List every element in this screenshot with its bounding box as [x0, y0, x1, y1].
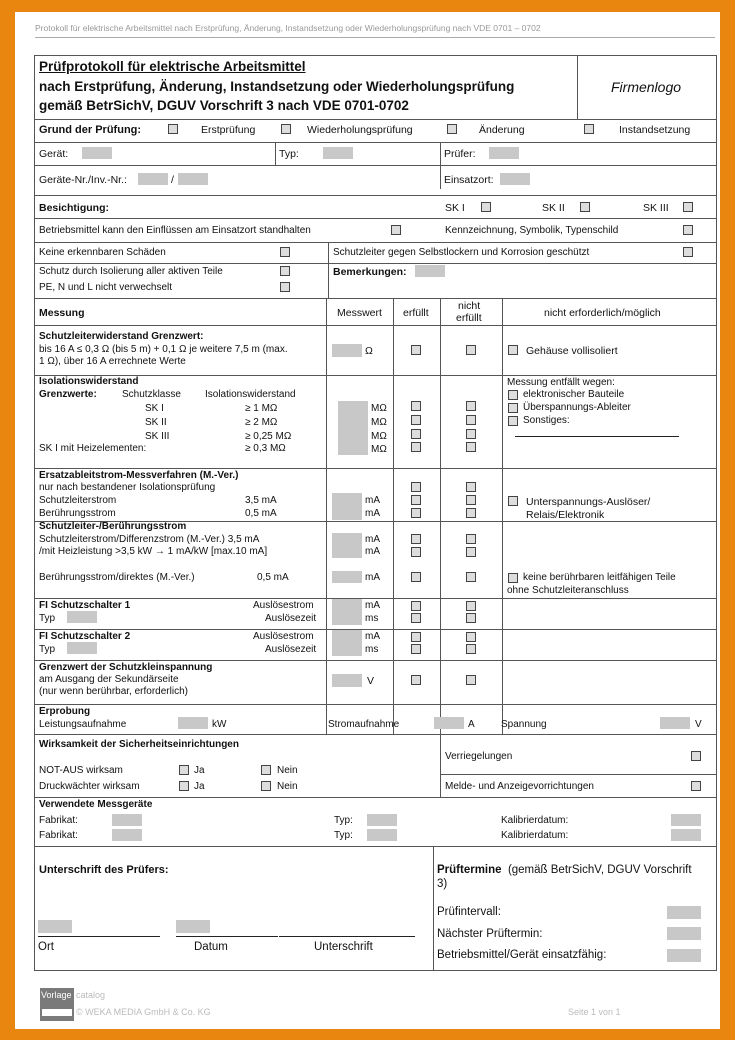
- keine-beruehrbaren-label-2: ohne Schutzleiteranschluss: [507, 585, 629, 596]
- druckwaechter-ja-label: Ja: [194, 781, 205, 792]
- fi1-unit-1: mA: [365, 600, 380, 611]
- unterschrift-label: Unterschrift: [314, 941, 373, 953]
- messung-header: Messung: [39, 307, 85, 319]
- title-line-1: Prüfprotokoll für elektrische Arbeitsmittel: [39, 59, 306, 74]
- pruefer-label: Prüfer:: [444, 148, 476, 160]
- slw-title: Schutzleiterwiderstand Grenzwert:: [39, 331, 204, 342]
- checkbox-unterspannungs-ausloeser[interactable]: [508, 496, 518, 506]
- messgeraet-typ-field-1[interactable]: [367, 814, 397, 826]
- fabrikat-field-1[interactable]: [112, 814, 142, 826]
- leistungsaufnahme-field[interactable]: [178, 717, 208, 729]
- bs-line-3: Berührungsstrom/direktes (M.-Ver.): [39, 572, 195, 583]
- ort-field[interactable]: [38, 920, 72, 933]
- bs-nicht-erfuellt-3[interactable]: [466, 572, 476, 582]
- fi2-unit-1: mA: [365, 631, 380, 642]
- bs-line-3-value: 0,5 mA: [257, 572, 289, 583]
- page-number: Seite 1 von 1: [568, 1007, 621, 1017]
- geraet-label: Gerät:: [39, 148, 69, 160]
- iso-sk3-value: ≥ 0,25 MΩ: [245, 431, 292, 442]
- fi2-title: FI Schutzschalter 2: [39, 631, 131, 642]
- iso-unit-2: MΩ: [371, 417, 387, 428]
- datum-field[interactable]: [176, 920, 210, 933]
- messgeraete-title: Verwendete Messgeräte: [39, 799, 153, 810]
- fi1-typ-field[interactable]: [67, 611, 97, 623]
- option-instandsetzung: Instandsetzung: [619, 124, 691, 136]
- slw-nicht-erfuellt-checkbox[interactable]: [466, 345, 476, 355]
- ers-erfuellt-1[interactable]: [411, 482, 421, 492]
- sk2-label: SK II: [542, 202, 565, 214]
- ers-nicht-erfuellt-1[interactable]: [466, 482, 476, 492]
- ers-line-1: nur nach bestandener Isolationsprüfung: [39, 482, 216, 493]
- ers-nicht-erfuellt-3[interactable]: [466, 508, 476, 518]
- geraete-nr-label: Geräte-Nr./Inv.-Nr.:: [39, 174, 127, 186]
- option-aenderung: Änderung: [479, 124, 525, 136]
- skl-line-1: am Ausgang der Sekundärseite: [39, 674, 179, 685]
- iso-unit-4: MΩ: [371, 444, 387, 455]
- druckwaechter-nein-checkbox[interactable]: [261, 781, 271, 791]
- unterspannungs-label-2: Relais/Elektronik: [526, 509, 605, 521]
- ort-label: Ort: [38, 941, 54, 953]
- bs-unit-3: mA: [365, 572, 380, 583]
- ers-row1: Schutzleiterstrom: [39, 495, 117, 506]
- ers-unit-1: mA: [365, 495, 380, 506]
- slw-value-field[interactable]: [332, 344, 362, 357]
- protocol-page: [15, 12, 720, 1029]
- iso-title: Isolationswiderstand: [39, 376, 139, 387]
- header-rule: [35, 37, 715, 38]
- stromaufnahme-unit: A: [468, 719, 475, 730]
- checkbox-row2-right[interactable]: [683, 247, 693, 257]
- geraet-field[interactable]: [82, 147, 112, 159]
- ers-row2-value: 0,5 mA: [245, 508, 277, 519]
- fi1-erfuellt-2[interactable]: [411, 613, 421, 623]
- iso-unit-1: MΩ: [371, 403, 387, 414]
- druckwaechter-ja-checkbox[interactable]: [179, 781, 189, 791]
- bs-unit-2: mA: [365, 546, 380, 557]
- unterschrift-title: Unterschrift des Prüfers:: [39, 864, 169, 876]
- spannung-label: Spannung: [501, 719, 547, 730]
- fi2-nicht-erfuellt-1[interactable]: [466, 632, 476, 642]
- sk1-label: SK I: [445, 202, 465, 214]
- iso-unit-3: MΩ: [371, 431, 387, 442]
- fi1-typ-label: Typ: [39, 613, 56, 624]
- checkbox-elektronische-bauteile[interactable]: [508, 390, 518, 400]
- not-aus-ja-checkbox[interactable]: [179, 765, 189, 775]
- sonstiges-line[interactable]: [515, 436, 679, 437]
- slw-line-2: 1 Ω), über 16 A errechnete Werte: [39, 356, 186, 367]
- bs-value-field-1[interactable]: [332, 533, 362, 558]
- elektronische-bauteile-label: elektronischer Bauteile: [523, 389, 625, 400]
- slw-erfuellt-checkbox[interactable]: [411, 345, 421, 355]
- ueberspannungs-ableiter-label: Überspannungs-Ableiter: [523, 402, 631, 413]
- skl-value-field[interactable]: [332, 674, 362, 687]
- checkbox-instandsetzung[interactable]: [584, 124, 594, 134]
- bs-value-field-2[interactable]: [332, 571, 362, 583]
- fi1-value-field[interactable]: [332, 599, 362, 625]
- prueftermine-sub-2: 3): [437, 878, 448, 890]
- checkbox-ueberspannungs-ableiter[interactable]: [508, 403, 518, 413]
- bs-erfuellt-2[interactable]: [411, 547, 421, 557]
- title-line-3: gemäß BetrSichV, DGUV Vorschrift 3 nach VDE 0701-0702: [39, 98, 409, 113]
- ers-value-field[interactable]: [332, 493, 362, 520]
- fi2-unit-2: ms: [365, 644, 379, 655]
- not-aus-label: NOT-AUS wirksam: [39, 765, 123, 776]
- skl-nicht-erfuellt-checkbox[interactable]: [466, 675, 476, 685]
- ers-erfuellt-3[interactable]: [411, 508, 421, 518]
- pruefer-field[interactable]: [489, 147, 519, 159]
- bemerkungen-field[interactable]: [415, 265, 445, 277]
- fi2-value-field[interactable]: [332, 630, 362, 656]
- fi2-typ-label: Typ: [39, 644, 56, 655]
- checkbox-row3b[interactable]: [280, 282, 290, 292]
- besichtigung-row3a: Schutz durch Isolierung aller aktiven Teile: [39, 266, 223, 277]
- gehaeuse-checkbox[interactable]: [508, 345, 518, 355]
- messwert-header: Messwert: [337, 307, 382, 319]
- bs-line-1: Schutzleiterstrom/Differenzstrom (M.-Ver.) 3,5 mA: [39, 534, 260, 545]
- prueftermine-title: Prüftermine: [437, 864, 502, 876]
- bs-nicht-erfuellt-1[interactable]: [466, 534, 476, 544]
- checkbox-row3a[interactable]: [280, 266, 290, 276]
- checkbox-sk1[interactable]: [481, 202, 491, 212]
- iso-erfuellt-4[interactable]: [411, 442, 421, 452]
- einsatzfaehig-label: Betriebsmittel/Gerät einsatzfähig:: [437, 949, 607, 961]
- unterschrift-line[interactable]: [279, 936, 415, 937]
- kalibrierdatum-field-1[interactable]: [671, 814, 701, 826]
- iso-head-widerstand: Isolationswiderstand: [205, 389, 296, 400]
- iso-grenzwerte: Grenzwerte:: [39, 389, 97, 400]
- fi1-ausloesestrom: Auslösestrom: [253, 600, 314, 611]
- fi2-nicht-erfuellt-2[interactable]: [466, 644, 476, 654]
- besichtigung-label: Besichtigung:: [39, 202, 109, 214]
- nicht-erforderlich-header: nicht erforderlich/möglich: [544, 307, 661, 319]
- checkbox-row1-right[interactable]: [683, 225, 693, 235]
- geraete-nr-field[interactable]: [138, 173, 168, 185]
- slw-line-1: bis 16 A ≤ 0,3 Ω (bis 5 m) + 0,1 Ω je weitere 7,5 m (max.: [39, 344, 288, 355]
- checkbox-sonstiges[interactable]: [508, 416, 518, 426]
- checkbox-keine-beruehrbaren-teile[interactable]: [508, 573, 518, 583]
- prueftermine-sub-1: (gemäß BetrSichV, DGUV Vorschrift: [507, 864, 692, 876]
- checkbox-wiederholungspruefung[interactable]: [281, 124, 291, 134]
- iso-head-sk: Schutzklasse: [122, 389, 181, 400]
- iso-sk3: SK III: [145, 431, 170, 442]
- vorlage-logo: [40, 988, 74, 1021]
- ers-row2: Berührungsstrom: [39, 508, 116, 519]
- besichtigung-row2-right: Schutzleiter gegen Selbstlockern und Korrosion geschützt: [333, 247, 590, 258]
- iso-sk1-heiz: SK I mit Heizelementen:: [39, 443, 147, 454]
- company-logo-placeholder: Firmenlogo: [611, 79, 682, 95]
- datum-label: Datum: [194, 941, 228, 953]
- messgeraet-typ-label-1: Typ:: [334, 815, 353, 826]
- header-line: Protokoll für elektrische Arbeitsmittel nach Erstprüfung, Änderung, Instandsetzung oder Wiederholungsprüfung nach VDE 0701 – 0702: [35, 23, 541, 33]
- verriegelungen-label: Verriegelungen: [445, 751, 513, 762]
- verriegelungen-checkbox[interactable]: [691, 751, 701, 761]
- fi2-erfuellt-2[interactable]: [411, 644, 421, 654]
- fi1-ausloesezeit: Auslösezeit: [265, 613, 317, 624]
- spannung-unit: V: [695, 719, 702, 730]
- slw-unit: Ω: [365, 345, 373, 357]
- unterspannungs-label-1: Unterspannungs-Auslöser/: [526, 496, 651, 508]
- iso-erfuellt-3[interactable]: [411, 429, 421, 439]
- fi2-erfuellt-1[interactable]: [411, 632, 421, 642]
- skl-unit: V: [367, 675, 375, 687]
- nicht-erfuellt-header-1: nicht: [458, 300, 481, 312]
- bs-unit-1: mA: [365, 534, 380, 545]
- iso-sk2: SK II: [145, 417, 167, 428]
- leistungsaufnahme-unit: kW: [212, 719, 227, 730]
- iso-nicht-erfuellt-2[interactable]: [466, 415, 476, 425]
- einsatzort-field[interactable]: [500, 173, 530, 185]
- ers-unit-2: mA: [365, 508, 380, 519]
- pruefintervall-label: Prüfintervall:: [437, 906, 501, 918]
- fi1-erfuellt-1[interactable]: [411, 601, 421, 611]
- naechster-prueftermin-label: Nächster Prüftermin:: [437, 928, 543, 940]
- fi1-nicht-erfuellt-1[interactable]: [466, 601, 476, 611]
- druckwaechter-nein-label: Nein: [277, 781, 298, 792]
- checkbox-aenderung[interactable]: [447, 124, 457, 134]
- bemerkungen-label: Bemerkungen:: [333, 266, 407, 278]
- iso-erfuellt-2[interactable]: [411, 415, 421, 425]
- nr-slash: /: [171, 174, 174, 186]
- not-aus-nein-checkbox[interactable]: [261, 765, 271, 775]
- typ-label: Typ:: [279, 148, 299, 160]
- messgeraet-typ-field-2[interactable]: [367, 829, 397, 841]
- checkbox-sk3[interactable]: [683, 202, 693, 212]
- besichtigung-row3b: PE, N und L nicht verwechselt: [39, 282, 173, 293]
- keine-beruehrbaren-label-1: keine berührbaren leitfähigen Teile: [523, 572, 676, 583]
- skl-erfuellt-checkbox[interactable]: [411, 675, 421, 685]
- iso-nicht-erfuellt-1[interactable]: [466, 401, 476, 411]
- iso-sk1-value: ≥ 1 MΩ: [245, 403, 278, 414]
- ers-title: Ersatzableitstrom-Messverfahren (M.-Ver.): [39, 470, 239, 481]
- sonstiges-label: Sonstiges:: [523, 415, 570, 426]
- pruefintervall-field[interactable]: [667, 906, 701, 919]
- fi2-typ-field[interactable]: [67, 642, 97, 654]
- stromaufnahme-label: Stromaufnahme: [328, 719, 400, 730]
- nicht-erfuellt-header-2: erfüllt: [456, 312, 482, 324]
- skl-title: Grenzwert der Schutzkleinspannung: [39, 662, 213, 673]
- fi1-title: FI Schutzschalter 1: [39, 600, 131, 611]
- druckwaechter-label: Druckwächter wirksam: [39, 781, 140, 792]
- grund-label: Grund der Prüfung:: [39, 124, 142, 136]
- not-aus-nein-label: Nein: [277, 765, 298, 776]
- melde-anzeige-label: Melde- und Anzeigevorrichtungen: [445, 781, 594, 792]
- checkbox-row1[interactable]: [391, 225, 401, 235]
- iso-nicht-erfuellt-4[interactable]: [466, 442, 476, 452]
- ers-erfuellt-2[interactable]: [411, 495, 421, 505]
- ers-row1-value: 3,5 mA: [245, 495, 277, 506]
- option-wiederholungspruefung: Wiederholungsprüfung: [307, 124, 413, 136]
- checkbox-sk2[interactable]: [580, 202, 590, 212]
- datum-line: [176, 936, 278, 937]
- fi2-ausloesestrom: Auslösestrom: [253, 631, 314, 642]
- melde-anzeige-checkbox[interactable]: [691, 781, 701, 791]
- inv-nr-field[interactable]: [178, 173, 208, 185]
- kalibrierdatum-label-2: Kalibrierdatum:: [501, 830, 569, 841]
- typ-field[interactable]: [323, 147, 353, 159]
- fabrikat-label-2: Fabrikat:: [39, 830, 78, 841]
- bs-erfuellt-1[interactable]: [411, 534, 421, 544]
- messgeraet-typ-label-2: Typ:: [334, 830, 353, 841]
- sk3-label: SK III: [643, 202, 669, 214]
- skl-line-2: (nur wenn berührbar, erforderlich): [39, 686, 188, 697]
- bs-line-2: /mit Heizleistung >3,5 kW → 1 mA/kW [max.10 mA]: [39, 546, 268, 557]
- vorlage-logo-text: Vorlage: [41, 990, 72, 1000]
- kalibrierdatum-field-2[interactable]: [671, 829, 701, 841]
- erprobung-title: Erprobung: [39, 706, 91, 717]
- title-line-2: nach Erstprüfung, Änderung, Instandsetzung oder Wiederholungsprüfung: [39, 79, 515, 94]
- besichtigung-row2: Keine erkennbaren Schäden: [39, 247, 166, 258]
- wirksamkeit-title: Wirksamkeit der Sicherheitseinrichtungen: [39, 739, 239, 750]
- besichtigung-row1-right: Kennzeichnung, Symbolik, Typenschild: [445, 225, 619, 236]
- not-aus-ja-label: Ja: [194, 765, 205, 776]
- iso-erfuellt-1[interactable]: [411, 401, 421, 411]
- gehaeuse-label: Gehäuse vollisoliert: [526, 345, 618, 357]
- einsatzfaehig-field[interactable]: [667, 949, 701, 962]
- ers-nicht-erfuellt-2[interactable]: [466, 495, 476, 505]
- spannung-field[interactable]: [660, 717, 690, 729]
- copyright: © WEKA MEDIA GmbH & Co. KG: [76, 1007, 211, 1017]
- bs-title: Schutzleiter-/Berührungsstrom: [39, 521, 187, 532]
- iso-value-field[interactable]: [338, 401, 368, 455]
- bs-erfuellt-3[interactable]: [411, 572, 421, 582]
- checkbox-row2[interactable]: [280, 247, 290, 257]
- kalibrierdatum-label-1: Kalibrierdatum:: [501, 815, 569, 826]
- leistungsaufnahme-label: Leistungsaufnahme: [39, 719, 127, 730]
- iso-sk1-heiz-value: ≥ 0,3 MΩ: [245, 443, 286, 454]
- iso-right-title: Messung entfällt wegen:: [507, 377, 615, 388]
- naechster-prueftermin-field[interactable]: [667, 927, 701, 940]
- fi1-nicht-erfuellt-2[interactable]: [466, 613, 476, 623]
- iso-sk1: SK I: [145, 403, 164, 414]
- stromaufnahme-field[interactable]: [434, 717, 464, 729]
- fi1-unit-2: ms: [365, 613, 379, 624]
- einsatzort-label: Einsatzort:: [444, 174, 494, 186]
- catalog-text: catalog: [76, 990, 106, 1000]
- fabrikat-label-1: Fabrikat:: [39, 815, 78, 826]
- option-erstpruefung: Erstprüfung: [201, 124, 256, 136]
- bs-nicht-erfuellt-2[interactable]: [466, 547, 476, 557]
- fabrikat-field-2[interactable]: [112, 829, 142, 841]
- checkbox-erstpruefung[interactable]: [168, 124, 178, 134]
- besichtigung-row1: Betriebsmittel kann den Einflüssen am Einsatzort standhalten: [39, 225, 311, 236]
- iso-nicht-erfuellt-3[interactable]: [466, 429, 476, 439]
- ort-line: [38, 936, 160, 937]
- erfuellt-header: erfüllt: [403, 307, 429, 319]
- iso-sk2-value: ≥ 2 MΩ: [245, 417, 278, 428]
- fi2-ausloesezeit: Auslösezeit: [265, 644, 317, 655]
